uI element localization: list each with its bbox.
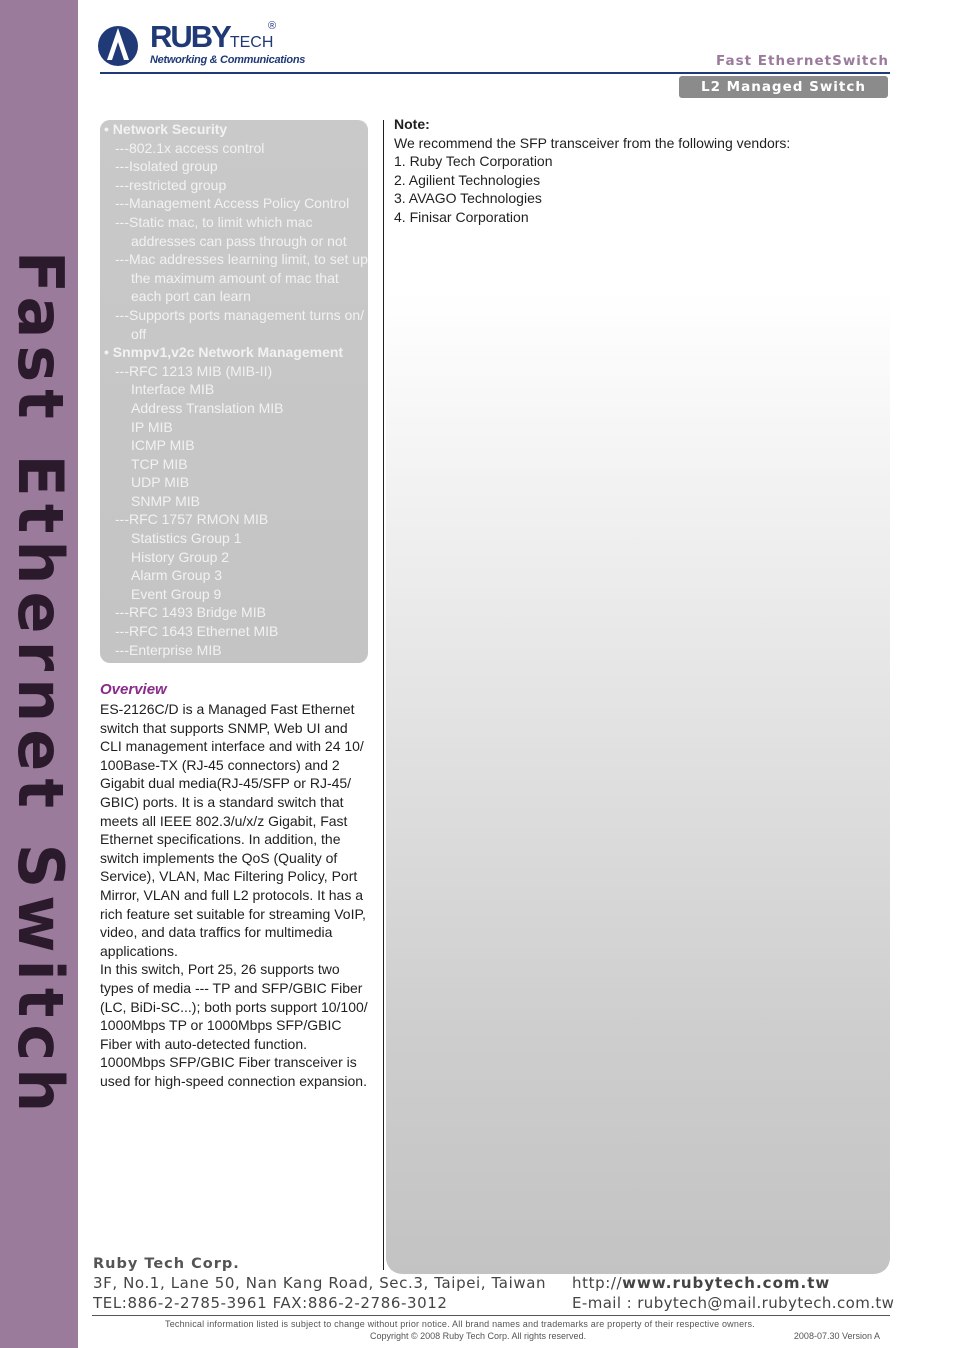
footer-email-link[interactable]: E-mail : rubytech@mail.rubytech.com.tw — [572, 1294, 895, 1312]
list-item: off — [131, 325, 147, 342]
list-item: ---Isolated group — [115, 158, 218, 175]
list-item: Interface MIB — [131, 381, 215, 398]
overview-line: In this switch, Port 25, 26 supports two — [100, 961, 340, 978]
list-item: ---Management Access Policy Control — [115, 195, 350, 212]
overview-line: CLI management interface and with 24 10/ — [100, 738, 364, 755]
logo-wordmark: RUBYTECH — [150, 19, 274, 54]
overview-line: 1000Mbps SFP/GBIC Fiber transceiver is — [100, 1054, 357, 1071]
list-item: ---Mac addresses learning limit, to set up — [115, 251, 368, 268]
overview-line: Ethernet specifications. In addition, the — [100, 831, 341, 848]
footer-company: Ruby Tech Corp. — [93, 1256, 240, 1272]
list-item: UDP MIB — [131, 474, 190, 491]
list-item: ---Supports ports management turns on/ — [115, 306, 365, 323]
feature-heading-snmp: • Snmpv1,v2c Network Management — [104, 344, 344, 361]
overview-line: video, and data traffics for multimedia — [100, 924, 333, 941]
note-title: Note: — [394, 116, 430, 132]
overview-line: GBIC) ports. It is a standard switch that — [100, 793, 344, 810]
list-item: TCP MIB — [131, 455, 188, 472]
overview-line: ES-2126C/D is a Managed Fast Ethernet — [100, 701, 355, 717]
list-item: ---802.1x access control — [115, 139, 265, 156]
feature-list — [104, 120, 372, 659]
note-panel — [386, 118, 890, 1274]
list-item: ---RFC 1493 Bridge MIB — [115, 604, 266, 621]
product-line: Fast EthernetSwitch — [716, 53, 889, 69]
list-item: the maximum amount of mac that — [131, 269, 339, 286]
overview-line: Service), VLAN, Mac Filtering Policy, Port — [100, 868, 358, 885]
feature-heading-security: • Network Security — [104, 121, 228, 137]
list-item: Alarm Group 3 — [131, 567, 223, 584]
overview-line: types of media --- TP and SFP/GBIC Fiber — [100, 979, 363, 996]
overview-line: rich feature set suitable for streaming VoIP, — [100, 905, 366, 922]
list-item: Statistics Group 1 — [131, 530, 242, 547]
note-section — [394, 115, 884, 227]
list-item: ---Enterprise MIB — [115, 641, 222, 658]
list-item: Event Group 9 — [131, 585, 222, 602]
registered-mark: ® — [268, 20, 277, 32]
list-item: ---RFC 1757 RMON MIB — [115, 511, 269, 528]
list-item: ---restricted group — [115, 176, 227, 193]
list-item: ICMP MIB — [131, 437, 195, 454]
list-item: 2. Agilient Technologies — [394, 171, 541, 188]
overview-line: used for high-speed connection expansion. — [100, 1072, 367, 1089]
list-item: IP MIB — [131, 418, 173, 435]
list-item: each port can learn — [131, 288, 251, 305]
list-item: 4. Finisar Corporation — [394, 208, 529, 225]
header-divider — [100, 72, 890, 74]
overview-body — [100, 700, 372, 1090]
overview-line: Fiber with auto-detected function. — [100, 1035, 308, 1052]
list-item: History Group 2 — [131, 548, 230, 565]
overview-line: 1000Mbps TP or 1000Mbps SFP/GBIC — [100, 1017, 342, 1034]
overview-line: Mirror, VLAN and full L2 protocols. It has a — [100, 886, 364, 903]
overview-heading: Overview — [100, 681, 167, 698]
overview-line: applications. — [100, 942, 178, 959]
overview-line: switch implements the QoS (Quality of — [100, 849, 338, 866]
list-item: addresses can pass through or not — [131, 232, 347, 249]
overview-line: switch that supports SNMP, Web UI and — [100, 719, 348, 736]
footer-address: 3F, No.1, Lane 50, Nan Kang Road, Sec.3, Taipei, Taiwan — [93, 1274, 547, 1292]
note-intro: We recommend the SFP transceiver from the following vendors: — [394, 134, 791, 151]
list-item: Address Translation MIB — [131, 399, 284, 416]
footer-divider — [92, 1315, 890, 1316]
list-item: ---Static mac, to limit which mac — [115, 213, 313, 230]
footer-phone-fax: TEL:886-2-2785-3961 FAX:886-2-2786-3012 — [93, 1294, 448, 1312]
footer-copyright: Copyright © 2008 Ruby Tech Corp. All rights reserved. — [370, 1331, 587, 1341]
overview-line: Gigabit dual media(RJ-45/SFP or RJ-45/ — [100, 775, 352, 792]
list-item: ---RFC 1643 Ethernet MIB — [115, 623, 279, 640]
overview-line: 100Base-TX (RJ-45 connectors) and 2 — [100, 756, 340, 773]
footer-website-link[interactable]: http://www.rubytech.com.tw — [572, 1274, 831, 1292]
footer-disclaimer: Technical information listed is subject to change without prior notice. All brand names and trademarks are property of their respective owners. — [165, 1319, 755, 1329]
overview-line: (LC, BiDi-SC...); both ports support 10/100/ — [100, 998, 368, 1015]
list-item: SNMP MIB — [131, 492, 200, 509]
footer-version: 2008-07.30 Version A — [793, 1331, 880, 1341]
sidebar-title: Fast Ethernet Switch — [4, 250, 77, 1120]
sidebar-band — [0, 0, 78, 1348]
column-divider — [383, 120, 384, 1270]
product-badge: L2 Managed Switch — [679, 76, 888, 98]
logo-tagline: Networking & Communications — [150, 54, 306, 66]
list-item: 3. AVAGO Technologies — [394, 190, 542, 207]
list-item: 1. Ruby Tech Corporation — [394, 153, 553, 170]
list-item: ---RFC 1213 MIB (MIB-II) — [115, 362, 273, 379]
overview-line: meets all IEEE 802.3/u/x/z Gigabit, Fast — [100, 812, 348, 829]
